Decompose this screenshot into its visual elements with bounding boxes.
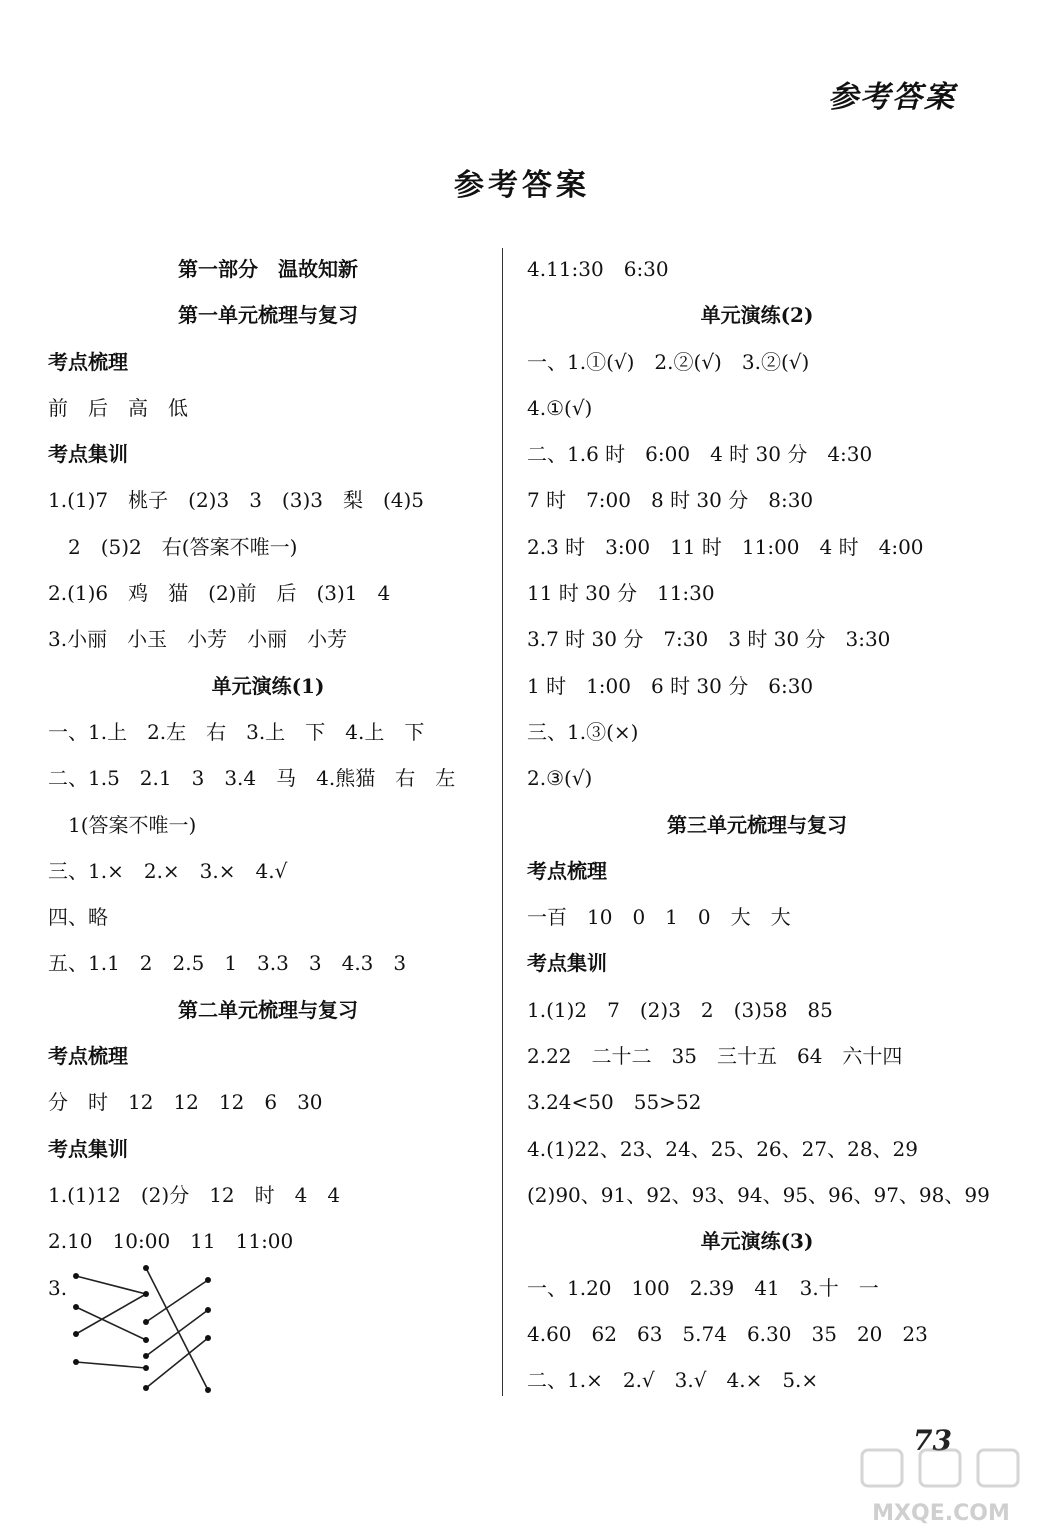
left-answer-line: 考点梳理 [48,1044,128,1069]
right-answer-line: 2.③(√) [527,766,593,791]
right-answer-line: 7 时 7:00 8 时 30 分 8:30 [527,488,814,513]
page-title: 参考答案 [454,168,590,203]
right-answer-line: 4.①(√) [527,395,593,420]
right-answer-line: 3.24<50 55>52 [527,1090,702,1115]
right-answer-line: 二、1.6 时 6:00 4 时 30 分 4:30 [527,442,873,467]
right-answer-line: 单元演练(2) [700,303,814,328]
matching-diagram [48,1262,228,1402]
left-answer-line: 前 后 高 低 [48,395,188,420]
left-answer-line: 2 (5)2 右(答案不唯一) [68,534,298,559]
left-answer-line: 1.(1)12 (2)分 12 时 4 4 [48,1182,341,1207]
left-answer-line: 单元演练(1) [211,673,325,698]
left-answer-line: 考点集训 [48,442,128,467]
left-answer-line: 四、略 [48,905,108,930]
right-answer-column [527,246,990,1403]
right-answer-line: 单元演练(3) [700,1229,814,1254]
left-answer-line: 2.10 10:00 11 11:00 [48,1229,294,1254]
right-answer-line: 3.7 时 30 分 7:30 3 时 30 分 3:30 [527,627,891,652]
left-answer-column [48,246,488,1311]
right-answer-line: 三、1.③(×) [527,719,639,744]
right-answer-line: 第三单元梳理与复习 [667,812,847,837]
column-divider [502,248,503,1396]
right-answer-line: 1 时 1:00 6 时 30 分 6:30 [527,673,814,698]
right-answer-line: 二、1.× 2.√ 3.√ 4.× 5.× [527,1368,819,1393]
left-answer-line: 2.(1)6 鸡 猫 (2)前 后 (3)1 4 [48,581,391,606]
right-answer-line: 4.11:30 6:30 [527,257,669,281]
right-answer-line: 2.3 时 3:00 11 时 11:00 4 时 4:00 [527,534,924,559]
watermark-logo [856,1440,1026,1530]
right-answer-line: 4.60 62 63 5.74 6.30 35 20 23 [527,1321,928,1346]
left-answer-line: 三、1.× 2.× 3.× 4.√ [48,858,288,883]
right-answer-line: 一百 10 0 1 0 大 大 [527,905,791,930]
left-answer-line: 二、1.5 2.1 3 3.4 马 4.熊猫 右 左 [48,766,456,791]
left-answer-line: 一、1.上 2.左 右 3.上 下 4.上 下 [48,719,425,744]
page-number: 73 [913,1424,952,1457]
right-answer-line: (2)90、91、92、93、94、95、96、97、98、99 [527,1182,990,1207]
left-answer-line: 1(答案不唯一) [68,812,197,837]
left-answer-line: 第一部分 温故知新 [178,257,358,281]
left-answer-line: 3. [48,1275,68,1300]
left-answer-line: 分 时 12 12 12 6 30 [48,1090,323,1115]
left-answer-line: 考点梳理 [48,349,128,374]
right-answer-line: 11 时 30 分 11:30 [527,581,715,606]
corner-title: 参考答案 [828,80,956,115]
left-answer-line: 考点集训 [48,1136,128,1161]
right-answer-line: 考点集训 [527,951,607,976]
right-answer-line: 一、1.①(√) 2.②(√) 3.②(√) [527,349,810,374]
right-answer-line: 4.(1)22、23、24、25、26、27、28、29 [527,1136,919,1161]
left-answer-line: 1.(1)7 桃子 (2)3 3 (3)3 梨 (4)5 [48,488,425,513]
left-answer-line: 五、1.1 2 2.5 1 3.3 3 4.3 3 [48,951,407,976]
right-answer-line: 1.(1)2 7 (2)3 2 (3)58 85 [527,997,833,1022]
right-answer-line: 考点梳理 [527,858,607,883]
left-answer-line: 第一单元梳理与复习 [178,303,358,328]
left-answer-line: 第二单元梳理与复习 [178,997,358,1022]
right-answer-line: 2.22 二十二 35 三十五 64 六十四 [527,1044,903,1069]
svg-text:MXQE.COM: MXQE.COM [872,1501,1010,1526]
right-answer-line: 一、1.20 100 2.39 41 3.十 一 [527,1275,879,1300]
left-answer-line: 3.小丽 小玉 小芳 小丽 小芳 [48,627,348,652]
